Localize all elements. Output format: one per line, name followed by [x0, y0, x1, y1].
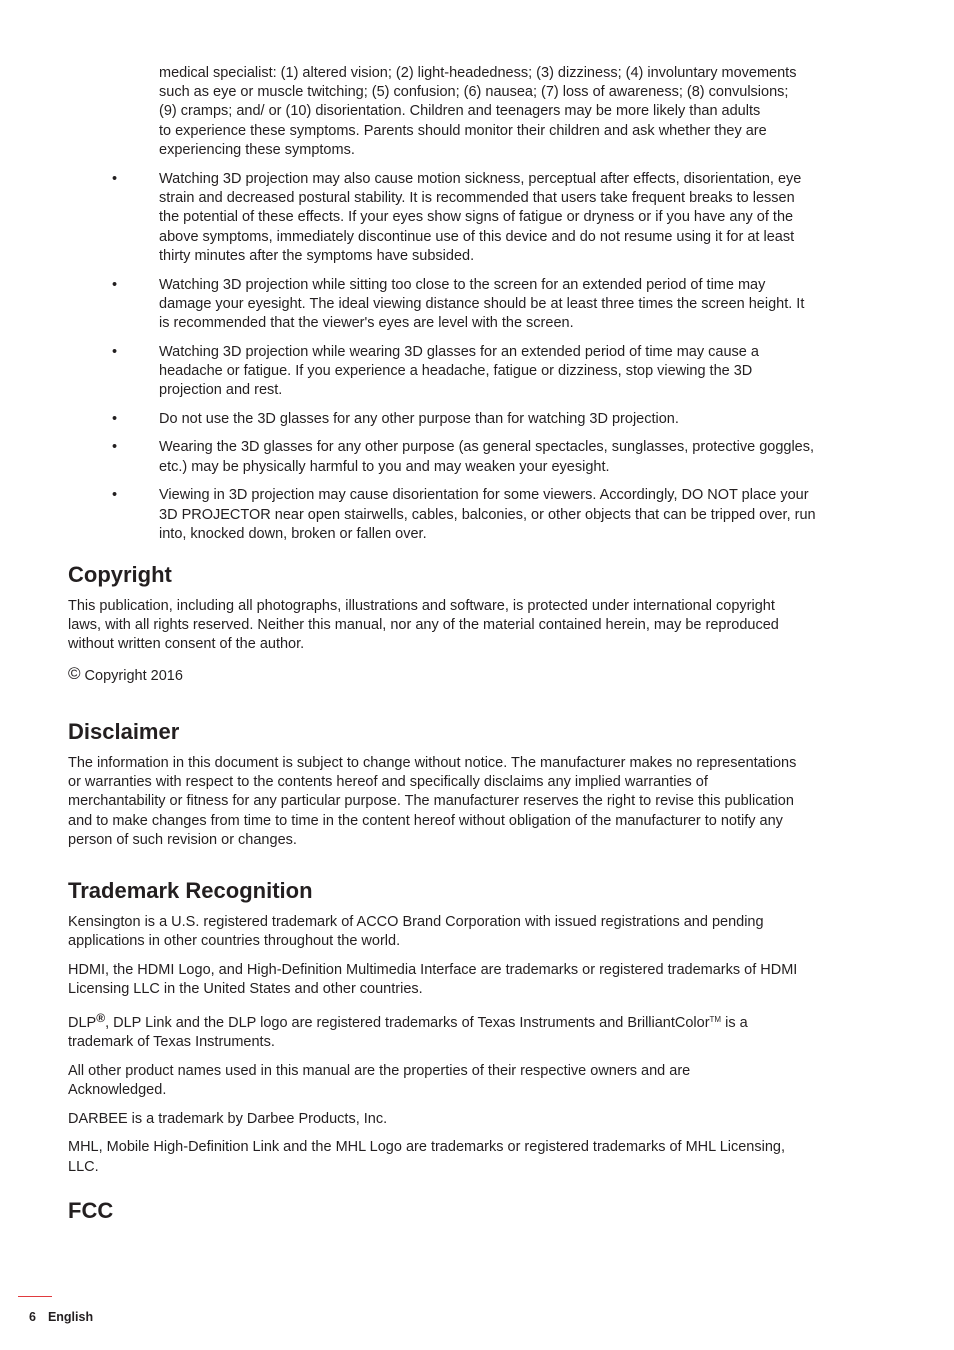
text-line: (9) cramps; and/ or (10) disorientation. Children and teenagers may be more likely than adults: [159, 103, 761, 120]
mhl-paragraph: [68, 1138, 888, 1176]
text-line: applications in other countries throughout the world.: [68, 933, 401, 950]
footer-accent-rule: [18, 1296, 52, 1297]
disclaimer-paragraph: [68, 754, 888, 850]
text-line: Do not use the 3D glasses for any other purpose than for watching 3D projection.: [159, 410, 679, 427]
copyright-notice: [68, 664, 888, 686]
page-number: 6: [29, 1310, 36, 1324]
dlp-text: DLP: [68, 1014, 97, 1031]
safety-bullet-list: [0, 170, 954, 553]
text-line: etc.) may be physically harmful to you and may weaken your eyesight.: [159, 458, 610, 475]
copyright-section: [68, 562, 888, 686]
darbee-paragraph: [68, 1110, 888, 1129]
text-line: Watching 3D projection while wearing 3D glasses for an extended period of time may cause a: [159, 343, 759, 360]
text-line: without written consent of the author.: [68, 636, 305, 653]
disclaimer-heading: Disclaimer: [68, 719, 180, 744]
list-item-text: [159, 486, 889, 544]
bullet-marker: •: [112, 487, 118, 504]
text-line: This publication, including all photographs, illustrations and software, is protected under international copyright: [68, 598, 775, 614]
text-line: LLC.: [68, 1158, 99, 1175]
text-line: strain and decreased postural stability. It is recommended that users take frequent breaks to lessen: [159, 190, 795, 207]
copyright-symbol: ©: [68, 664, 81, 684]
text-line: person of such revision or changes.: [68, 831, 297, 848]
list-item-text: [159, 410, 889, 429]
text-line: DARBEE is a trademark by Darbee Products, Inc.: [68, 1110, 388, 1127]
text-line: is recommended that the viewer's eyes are level with the screen.: [159, 314, 574, 331]
dlp-text: , DLP Link and the DLP logo are registered trademarks of Texas Instruments and BrilliantColor: [105, 1014, 710, 1031]
dlp-text: is a: [721, 1014, 748, 1031]
text-line: headache or fatigue. If you experience a headache, fatigue or dizziness, stop viewing the 3D: [159, 362, 753, 379]
dlp-paragraph: [68, 1009, 888, 1052]
list-item: [0, 343, 954, 401]
footer-language: English: [47, 1310, 94, 1324]
disclaimer-section: [68, 719, 888, 850]
trademark-section: [68, 878, 888, 1177]
text-line: damage your eyesight. The ideal viewing distance should be at least three times the screen height. It: [159, 295, 805, 312]
trademark-mark: TM: [709, 1014, 722, 1024]
text-line: Wearing the 3D glasses for any other purpose (as general spectacles, sunglasses, protective goggles,: [159, 439, 815, 456]
text-line: trademark of Texas Instruments.: [68, 1034, 275, 1051]
kensington-paragraph: [68, 913, 888, 951]
others-paragraph: [68, 1062, 888, 1100]
list-item-text: [159, 438, 889, 476]
text-line: into, knocked down, broken or fallen over.: [159, 525, 427, 542]
text-line: projection and rest.: [159, 382, 283, 399]
text-line: above symptoms, immediately discontinue use of this device and do not resume using it for at least: [159, 228, 795, 245]
list-item-text: [159, 276, 889, 334]
continuation-paragraph: [159, 64, 889, 160]
copyright-paragraph: [68, 597, 888, 655]
bullet-marker: •: [112, 171, 118, 187]
registered-mark: ®: [96, 1010, 106, 1025]
bullet-marker: •: [112, 439, 118, 456]
text-line: to experience these symptoms. Parents should monitor their children and ask whether they are: [159, 122, 767, 139]
bullet-marker: •: [112, 410, 118, 427]
text-line: experiencing these symptoms.: [159, 141, 355, 158]
copyright-year-text: Copyright 2016: [80, 668, 183, 685]
text-line: Kensington is a U.S. registered trademark of ACCO Brand Corporation with issued registrations and pending: [68, 914, 764, 930]
trademark-heading: Trademark Recognition: [68, 878, 313, 903]
text-line: Licensing LLC in the United States and other countries.: [68, 981, 423, 998]
bullet-marker: •: [112, 343, 118, 360]
list-item: [0, 438, 954, 476]
text-line: Viewing in 3D projection may cause disorientation for some viewers. Accordingly, DO NOT place your: [159, 487, 809, 504]
fcc-heading: FCC: [68, 1198, 114, 1223]
list-item: [0, 486, 954, 544]
text-line: [68, 1009, 888, 1033]
list-item-text: [159, 170, 889, 266]
text-line: Watching 3D projection while sitting too close to the screen for an extended period of time may: [159, 276, 766, 293]
text-line: The information in this document is subject to change without notice. The manufacturer makes no representations: [68, 755, 797, 771]
text-line: such as eye or muscle twitching; (5) confusion; (6) nausea; (7) loss of awareness; (8) convulsions;: [159, 84, 789, 101]
text-line: 3D PROJECTOR near open stairwells, cables, balconies, or other objects that can be tripped over, run: [159, 506, 816, 523]
text-line: Watching 3D projection may also cause motion sickness, perceptual after effects, disorientation, eye: [159, 171, 802, 187]
list-item-text: [159, 343, 889, 401]
copyright-heading: Copyright: [68, 562, 172, 587]
text-line: laws, with all rights reserved. Neither this manual, nor any of the material contained herein, may be reproduced: [68, 617, 779, 634]
fcc-section: [68, 1198, 888, 1224]
hdmi-paragraph: [68, 961, 888, 999]
text-line: or warranties with respect to the contents hereof and specifically disclaims any implied warranties of: [68, 774, 708, 791]
text-line: Acknowledged.: [68, 1081, 167, 1098]
bullet-marker: •: [112, 276, 118, 293]
list-item: [0, 410, 954, 429]
text-line: medical specialist: (1) altered vision; (2) light-headedness; (3) dizziness; (4) involuntary movements: [159, 65, 797, 81]
text-line: merchantability or fitness for any particular purpose. The manufacturer reserves the right to revise this publication: [68, 793, 794, 810]
text-line: All other product names used in this manual are the properties of their respective owners and are: [68, 1062, 691, 1079]
page-footer: [29, 1310, 93, 1324]
text-line: thirty minutes after the symptoms have subsided.: [159, 247, 475, 264]
text-line: MHL, Mobile High-Definition Link and the MHL Logo are trademarks or registered trademarks of MHL Licensing,: [68, 1139, 785, 1156]
list-item: [0, 170, 954, 266]
text-line: HDMI, the HDMI Logo, and High-Definition Multimedia Interface are trademarks or registered trademarks of HDMI: [68, 961, 798, 978]
list-item: [0, 276, 954, 334]
text-line: and to make changes from time to time in the content hereof without obligation of the manufacturer to notify any: [68, 812, 783, 829]
text-line: the potential of these effects. If your eyes show signs of fatigue or dryness or if you have any of the: [159, 209, 794, 226]
